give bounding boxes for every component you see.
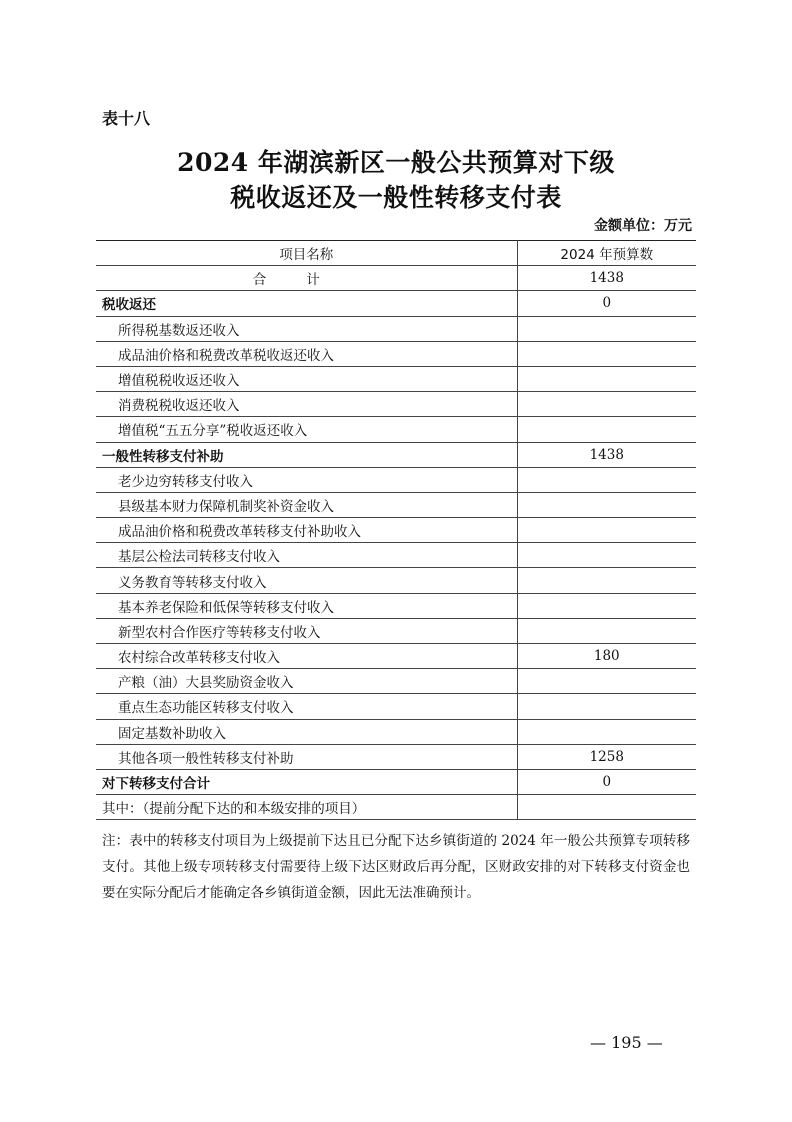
row-value bbox=[517, 568, 696, 593]
row-label: 县级基本财力保障机制奖补资金收入 bbox=[96, 492, 517, 517]
table-row bbox=[96, 518, 696, 543]
page-title-line2: 税收返还及一般性转移支付表 bbox=[230, 183, 562, 212]
total-label: 合计 bbox=[96, 266, 517, 291]
row-label: 新型农村合作医疗等转移支付收入 bbox=[96, 618, 517, 643]
row-value bbox=[517, 593, 696, 618]
row-value bbox=[517, 341, 696, 366]
total-value: 1438 bbox=[517, 266, 696, 291]
row-value: 0 bbox=[517, 769, 696, 794]
table-row bbox=[96, 366, 696, 391]
row-label: 税收返还 bbox=[96, 291, 517, 316]
row-value: 180 bbox=[517, 644, 696, 669]
row-label: 义务教育等转移支付收入 bbox=[96, 568, 517, 593]
table-row bbox=[96, 316, 696, 341]
row-label: 增值税税收返还收入 bbox=[96, 366, 517, 391]
row-value bbox=[517, 795, 696, 820]
row-value bbox=[517, 316, 696, 341]
row-label: 产粮（油）大县奖励资金收入 bbox=[96, 669, 517, 694]
row-label: 一般性转移支付补助 bbox=[96, 442, 517, 467]
row-label: 消费税税收返还收入 bbox=[96, 392, 517, 417]
row-value bbox=[517, 618, 696, 643]
unit-label: 金额单位：万元 bbox=[594, 218, 692, 234]
table-row bbox=[96, 467, 696, 492]
table-row bbox=[96, 694, 696, 719]
table-row bbox=[96, 417, 696, 442]
row-value: 1438 bbox=[517, 442, 696, 467]
row-value bbox=[517, 366, 696, 391]
row-value bbox=[517, 492, 696, 517]
row-label: 成品油价格和税费改革转移支付补助收入 bbox=[96, 518, 517, 543]
row-value bbox=[517, 669, 696, 694]
row-value bbox=[517, 543, 696, 568]
row-label: 对下转移支付合计 bbox=[96, 769, 517, 794]
row-label: 成品油价格和税费改革税收返还收入 bbox=[96, 341, 517, 366]
header-value: 2024 年预算数 bbox=[517, 241, 696, 266]
table-row bbox=[96, 618, 696, 643]
table-row bbox=[96, 593, 696, 618]
table-row bbox=[96, 341, 696, 366]
table-row bbox=[96, 769, 696, 794]
table-row bbox=[96, 719, 696, 744]
budget-table bbox=[96, 240, 696, 820]
row-label: 所得税基数返还收入 bbox=[96, 316, 517, 341]
row-value bbox=[517, 719, 696, 744]
row-value bbox=[517, 518, 696, 543]
table-row bbox=[96, 568, 696, 593]
row-value bbox=[517, 417, 696, 442]
row-label: 基本养老保险和低保等转移支付收入 bbox=[96, 593, 517, 618]
row-label: 其中：（提前分配下达的和本级安排的项目） bbox=[96, 795, 517, 820]
table-row bbox=[96, 669, 696, 694]
row-label: 其他各项一般性转移支付补助 bbox=[96, 744, 517, 769]
header-item: 项目名称 bbox=[96, 241, 517, 266]
table-row bbox=[96, 291, 696, 316]
row-label: 老少边穷转移支付收入 bbox=[96, 467, 517, 492]
page-title-line1: 2024 年湖滨新区一般公共预算对下级 bbox=[177, 148, 615, 177]
table-row bbox=[96, 744, 696, 769]
table-row bbox=[96, 543, 696, 568]
row-label: 增值税“五五分享”税收返还收入 bbox=[96, 417, 517, 442]
header-row bbox=[96, 241, 696, 266]
row-label: 基层公检法司转移支付收入 bbox=[96, 543, 517, 568]
table-row bbox=[96, 795, 696, 820]
row-label: 固定基数补助收入 bbox=[96, 719, 517, 744]
row-label: 农村综合改革转移支付收入 bbox=[96, 644, 517, 669]
table-row bbox=[96, 442, 696, 467]
row-value bbox=[517, 467, 696, 492]
table-row bbox=[96, 392, 696, 417]
table-label: 表十八 bbox=[102, 109, 151, 128]
footnote: 注：表中的转移支付项目为上级提前下达且已分配下达乡镇街道的 2024 年一般公共预算专项转移支付。其他上级专项转移支付需要待上级下达区财政后再分配，区财政安排的对下转移支付资金也要在实际分配后才能确定各乡镇街道金额，因此无法准确预计。 bbox=[102, 833, 690, 901]
row-value bbox=[517, 694, 696, 719]
row-value: 0 bbox=[517, 291, 696, 316]
table-row bbox=[96, 492, 696, 517]
page-number: — 195 — bbox=[590, 1033, 663, 1052]
total-row bbox=[96, 266, 696, 291]
row-value bbox=[517, 392, 696, 417]
table-row bbox=[96, 644, 696, 669]
row-value: 1258 bbox=[517, 744, 696, 769]
row-label: 重点生态功能区转移支付收入 bbox=[96, 694, 517, 719]
